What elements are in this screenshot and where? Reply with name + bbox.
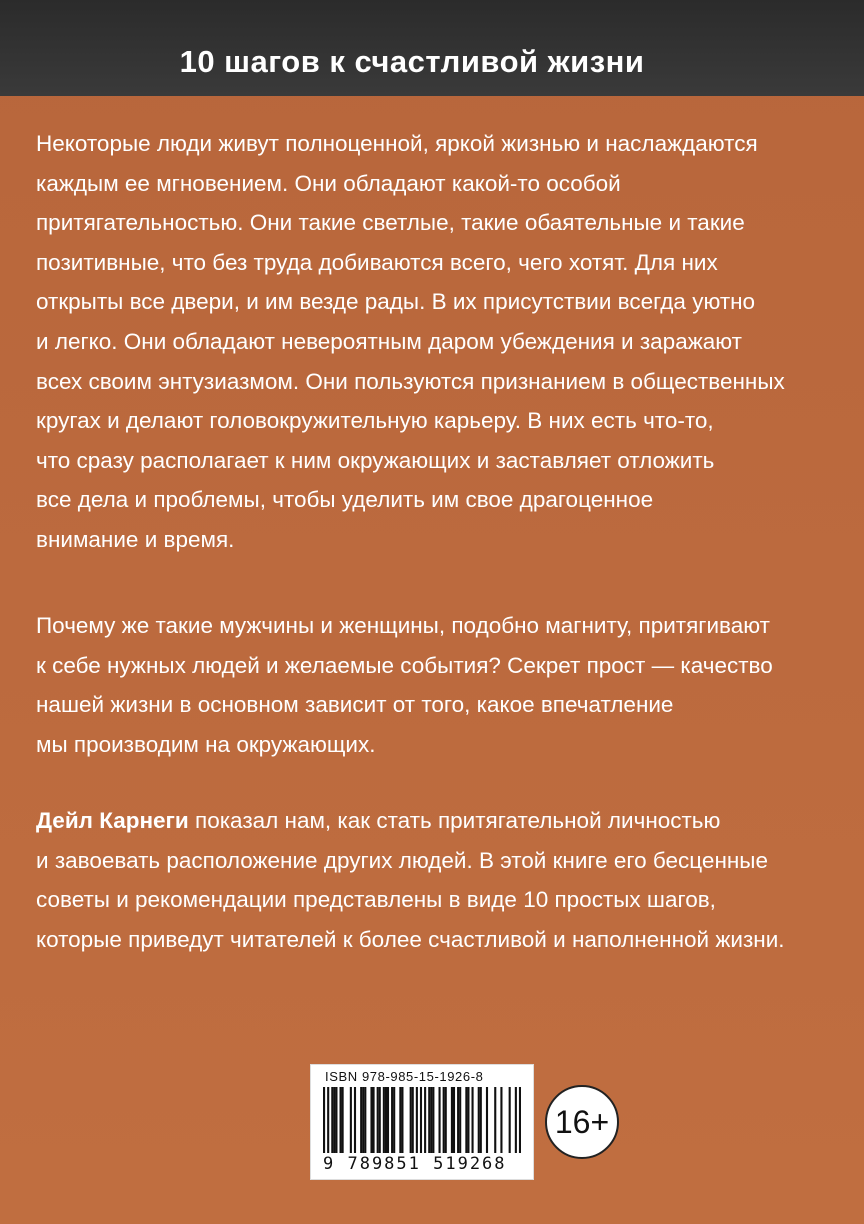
barcode-bar: [399, 1087, 401, 1153]
barcode-bar: [472, 1087, 474, 1153]
paragraph-author: [36, 801, 846, 959]
text-line: Почему же такие мужчины и женщины, подобно магниту, притягивают: [36, 613, 770, 638]
text-line: нашей жизни в основном зависит от того, какое впечатление: [36, 692, 674, 718]
barcode-bar: [335, 1087, 337, 1153]
barcode-bar: [494, 1087, 496, 1153]
barcode-bar: [424, 1087, 426, 1153]
title-band: [0, 0, 864, 96]
text-line: всех своим энтузиазмом. Они пользуются признанием в общественных: [36, 368, 785, 394]
text-line: Некоторые люди живут полноценной, яркой жизнью и наслаждаются: [36, 131, 758, 156]
barcode-bar: [412, 1087, 414, 1153]
barcode-bar: [486, 1087, 488, 1153]
barcode-bar: [350, 1087, 352, 1153]
text-line: внимание и время.: [36, 526, 235, 552]
barcode-bar: [385, 1087, 387, 1153]
text-line: кругах и делают головокружительную карьеру. В них есть что-то,: [36, 408, 714, 434]
barcode-bar: [465, 1087, 467, 1153]
barcode-bars: [323, 1087, 521, 1153]
barcode-bar: [387, 1087, 389, 1153]
barcode-bar: [327, 1087, 329, 1153]
text-line: притягательностью. Они такие светлые, такие обаятельные и такие: [36, 210, 745, 236]
text-line: к себе нужных людей и желаемые события? Секрет прост — качество: [36, 652, 773, 678]
barcode-bar: [459, 1087, 461, 1153]
text-line-first: [36, 801, 846, 841]
barcode-bar: [401, 1087, 403, 1153]
paragraph-intro: [36, 124, 846, 560]
barcode-bar: [340, 1087, 342, 1153]
text-line: позитивные, что без труда добиваются всего, чего хотят. Для них: [36, 249, 718, 275]
barcode-bar: [478, 1087, 480, 1153]
cover-title: 10 шагов к счастливой жизни: [179, 44, 645, 79]
text-line: мы производим на окружающих.: [36, 731, 376, 757]
barcode-bar: [445, 1087, 447, 1153]
text-line: что сразу располагает к ним окружающих и заставляет отложить: [36, 447, 715, 473]
text-line: открыты все двери, и им везде рады. В их присутствии всегда уютно: [36, 289, 756, 315]
barcode-bar: [519, 1087, 521, 1153]
barcode-bar: [430, 1087, 432, 1153]
barcode-bar: [480, 1087, 482, 1153]
barcode-bar: [323, 1087, 325, 1153]
barcode-bar: [360, 1087, 362, 1153]
text-line: которые приведут читателей к более счастливой и наполненной жизни.: [36, 926, 785, 952]
barcode-bar: [432, 1087, 434, 1153]
barcode-bar: [443, 1087, 445, 1153]
barcode-bar: [391, 1087, 393, 1153]
barcode-bar: [383, 1087, 385, 1153]
isbn-label: ISBN 978-985-15-1926-8: [325, 1069, 484, 1084]
barcode-bar: [451, 1087, 453, 1153]
age-rating-badge: 16+: [545, 1085, 619, 1159]
barcode-bar: [370, 1087, 372, 1153]
text-line: и завоевать расположение других людей. В этой книге его бесценные: [36, 847, 768, 873]
barcode-bar: [457, 1087, 459, 1153]
barcode-bar: [428, 1087, 430, 1153]
barcode-bar: [331, 1087, 333, 1153]
barcode-bar: [354, 1087, 356, 1153]
barcode-bar: [342, 1087, 344, 1153]
barcode-bar: [362, 1087, 364, 1153]
author-name: Дейл Карнеги: [36, 808, 189, 833]
barcode-bar: [515, 1087, 517, 1153]
barcode-bar: [453, 1087, 455, 1153]
barcode-bar: [416, 1087, 418, 1153]
barcode-bar: [379, 1087, 381, 1153]
barcode-bar: [393, 1087, 395, 1153]
barcode-bar: [410, 1087, 412, 1153]
barcode-bar: [509, 1087, 511, 1153]
barcode-bar: [500, 1087, 502, 1153]
paragraph-question: [36, 606, 846, 764]
text-line: советы и рекомендации представлены в виде 10 простых шагов,: [36, 887, 716, 913]
barcode-bar: [467, 1087, 469, 1153]
barcode-bar: [439, 1087, 441, 1153]
text-line: все дела и проблемы, чтобы уделить им свое драгоценное: [36, 487, 654, 513]
isbn-barcode: [310, 1064, 534, 1180]
author-line-rest: показал нам, как стать притягательной личностью: [188, 808, 721, 833]
barcode-bar: [420, 1087, 422, 1153]
barcode-bar: [364, 1087, 366, 1153]
text-line: каждым ее мгновением. Они обладают какой-то особой: [36, 170, 621, 196]
text-line: и легко. Они обладают невероятным даром убеждения и заражают: [36, 328, 742, 354]
barcode-bar: [377, 1087, 379, 1153]
barcode-bar: [333, 1087, 335, 1153]
ean-digits: 9 789851 519268: [323, 1154, 507, 1174]
barcode-bar: [373, 1087, 375, 1153]
